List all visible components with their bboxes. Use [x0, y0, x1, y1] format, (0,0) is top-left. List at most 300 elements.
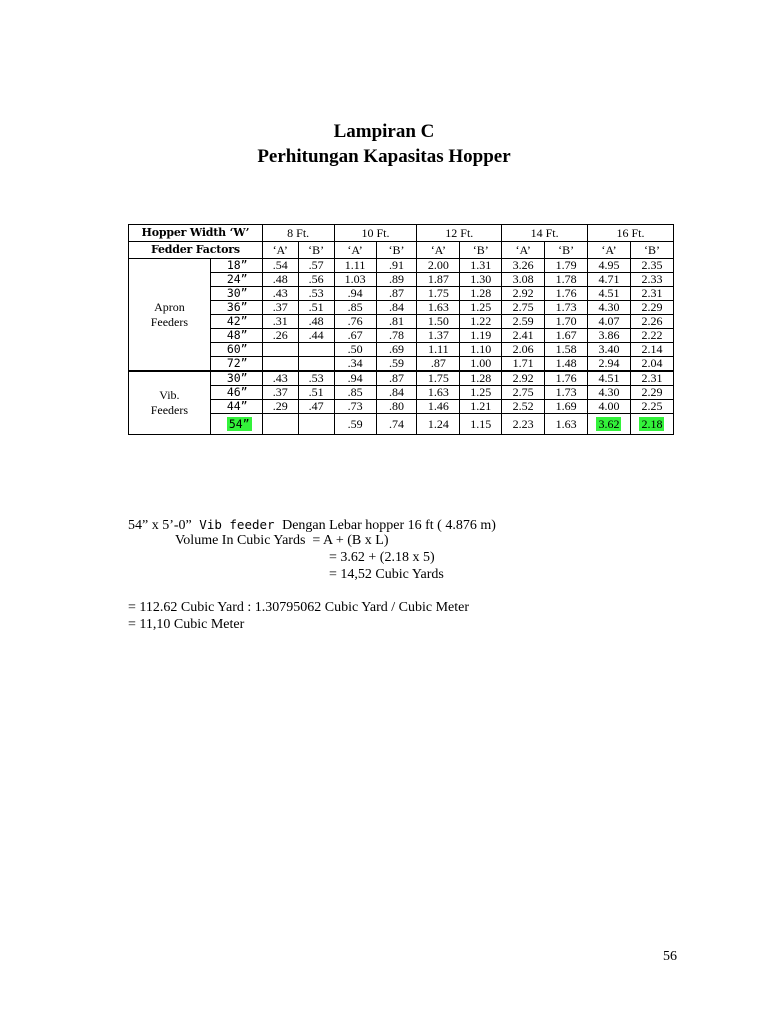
factor-cell — [334, 287, 376, 301]
factor-value: .84 — [388, 300, 404, 314]
col-b-header: ‘B’ — [630, 242, 673, 259]
factor-cell — [298, 259, 334, 273]
factor-cell — [588, 301, 631, 315]
factor-cell — [545, 301, 588, 315]
factor-cell — [298, 343, 334, 357]
factor-cell — [298, 357, 334, 372]
factor-cell — [630, 357, 673, 372]
factor-cell — [545, 259, 588, 273]
factor-value: 2.23 — [512, 416, 534, 431]
factor-value: .31 — [272, 314, 288, 328]
factor-value: .56 — [308, 272, 324, 286]
feeder-size-cell — [210, 371, 262, 386]
factor-cell — [334, 259, 376, 273]
calc-line-6: = 11,10 Cubic Meter — [128, 617, 245, 632]
table-row — [129, 259, 674, 273]
feeder-size: 44” — [226, 399, 248, 413]
factor-value: 4.30 — [598, 385, 620, 399]
factor-value: 2.06 — [512, 342, 534, 356]
factor-value: .37 — [272, 385, 288, 399]
feeder-size-cell — [210, 301, 262, 315]
factor-cell — [334, 357, 376, 372]
factor-value: .76 — [347, 314, 363, 328]
feeder-size: 30” — [226, 286, 248, 300]
factor-value: .29 — [272, 399, 288, 413]
factor-value: .94 — [347, 286, 363, 300]
factor-cell — [588, 386, 631, 400]
factor-cell — [545, 343, 588, 357]
factor-value: 2.29 — [641, 385, 663, 399]
factor-cell — [630, 400, 673, 414]
factor-cell — [588, 371, 631, 386]
factor-cell — [376, 371, 417, 386]
factor-cell — [262, 315, 298, 329]
factor-cell — [376, 329, 417, 343]
factor-cell — [334, 273, 376, 287]
factor-value: .48 — [272, 272, 288, 286]
factor-cell — [376, 315, 417, 329]
factor-value: .78 — [388, 328, 404, 342]
factor-cell — [588, 287, 631, 301]
feeder-size-cell — [210, 329, 262, 343]
feeder-size: 18” — [226, 258, 248, 272]
factor-value: .59 — [388, 356, 404, 370]
factor-cell — [298, 371, 334, 386]
factor-cell — [460, 273, 502, 287]
factor-cell — [262, 357, 298, 372]
table-row — [129, 301, 674, 315]
table-row — [129, 414, 674, 435]
table-row — [129, 400, 674, 414]
factor-cell — [460, 287, 502, 301]
factor-cell — [588, 400, 631, 414]
factor-cell — [630, 343, 673, 357]
factor-value: 1.19 — [470, 328, 492, 342]
factor-value: .50 — [347, 342, 363, 356]
feeder-group-label — [129, 259, 211, 372]
factor-value: 2.33 — [641, 272, 663, 286]
calc-line-5: = 112.62 Cubic Yard : 1.30795062 Cubic Yard / Cubic Meter — [128, 600, 470, 615]
feeder-size-cell — [210, 414, 262, 435]
factor-cell — [417, 414, 460, 435]
table-row — [129, 371, 674, 386]
factor-value: 1.11 — [428, 342, 449, 356]
factor-cell — [298, 287, 334, 301]
table-row — [129, 329, 674, 343]
col-b-header: ‘B’ — [298, 242, 334, 259]
factor-value: 2.52 — [512, 399, 534, 413]
factor-cell — [545, 287, 588, 301]
factor-cell — [417, 400, 460, 414]
factor-value: .85 — [347, 300, 363, 314]
factor-cell — [460, 371, 502, 386]
factor-cell — [630, 259, 673, 273]
factor-cell — [262, 273, 298, 287]
factor-cell — [545, 371, 588, 386]
factor-value: 1.24 — [427, 416, 449, 431]
factor-value: 1.79 — [555, 258, 577, 272]
factor-cell — [630, 301, 673, 315]
factor-value: 1.48 — [555, 356, 577, 370]
factor-value: .91 — [388, 258, 404, 272]
feeder-size-cell — [210, 273, 262, 287]
factor-value: 2.00 — [427, 258, 449, 272]
feeder-size-cell — [210, 315, 262, 329]
factor-cell — [630, 371, 673, 386]
factor-cell — [502, 329, 545, 343]
factor-cell — [502, 371, 545, 386]
factor-cell — [588, 259, 631, 273]
factor-value: 1.75 — [427, 286, 449, 300]
factor-cell — [502, 287, 545, 301]
factor-value: .37 — [272, 300, 288, 314]
factor-cell — [460, 386, 502, 400]
col-a-header: ‘A’ — [502, 242, 545, 259]
factor-value: 1.76 — [555, 371, 577, 385]
factor-value: 2.14 — [641, 342, 663, 356]
table-header-row — [129, 225, 674, 242]
factor-value: .89 — [388, 272, 404, 286]
calc-line-3: = 3.62 + (2.18 x 5) — [329, 550, 435, 565]
factor-cell — [630, 414, 673, 435]
factor-cell — [334, 329, 376, 343]
factor-cell — [460, 357, 502, 372]
factor-cell — [262, 371, 298, 386]
factor-cell — [376, 273, 417, 287]
factor-cell — [588, 329, 631, 343]
factor-value: .59 — [347, 416, 363, 431]
factor-value: 3.62 — [598, 416, 620, 431]
factor-value: 2.22 — [641, 328, 663, 342]
feeder-group-label-line1: Apron — [154, 299, 185, 314]
feeder-group-label-line1: Vib. — [159, 388, 180, 402]
factor-cell — [460, 315, 502, 329]
factor-cell — [502, 400, 545, 414]
factor-cell — [630, 329, 673, 343]
factor-value: .34 — [347, 356, 363, 370]
factor-value: .44 — [308, 328, 324, 342]
factor-cell — [630, 287, 673, 301]
factor-cell — [376, 343, 417, 357]
factor-cell — [417, 371, 460, 386]
table-row — [129, 357, 674, 372]
factor-value: 4.71 — [598, 272, 620, 286]
factor-value: 1.37 — [427, 328, 449, 342]
factor-cell — [630, 273, 673, 287]
factor-cell — [545, 315, 588, 329]
factor-cell — [460, 343, 502, 357]
factor-cell — [460, 329, 502, 343]
factor-value: .87 — [388, 371, 404, 385]
feeder-size: 42” — [226, 314, 248, 328]
factor-cell — [502, 357, 545, 372]
factor-value: 2.35 — [641, 258, 663, 272]
factor-cell — [376, 259, 417, 273]
factor-cell — [376, 287, 417, 301]
feeder-group-label-line2: Feeders — [150, 403, 189, 417]
factor-cell — [334, 400, 376, 414]
factor-value: 2.94 — [598, 356, 620, 370]
calc-line-1-prefix: 54” x 5’-0” — [128, 518, 192, 533]
col-a-header: ‘A’ — [588, 242, 631, 259]
factor-cell — [545, 273, 588, 287]
factor-cell — [262, 329, 298, 343]
factor-value: 4.95 — [598, 258, 620, 272]
factor-cell — [376, 357, 417, 372]
factor-cell — [262, 400, 298, 414]
factor-value: 1.63 — [555, 416, 577, 431]
col-a-header: ‘A’ — [417, 242, 460, 259]
factor-cell — [417, 287, 460, 301]
feeder-size: 36” — [226, 300, 248, 314]
factor-value: 3.08 — [512, 272, 534, 286]
factor-cell — [588, 343, 631, 357]
factor-value: 4.30 — [598, 300, 620, 314]
feeder-size: 30” — [226, 371, 248, 385]
factor-value: 2.18 — [641, 416, 663, 431]
factor-cell — [262, 343, 298, 357]
factor-cell — [502, 343, 545, 357]
factor-value: 4.00 — [598, 399, 620, 413]
factor-value: .43 — [272, 371, 288, 385]
factor-cell — [334, 414, 376, 435]
factor-value: 1.71 — [512, 356, 534, 370]
factor-value: .57 — [308, 258, 324, 272]
table-row — [129, 287, 674, 301]
factor-cell — [502, 414, 545, 435]
factor-value: .53 — [308, 286, 324, 300]
factor-cell — [376, 400, 417, 414]
factor-cell — [630, 386, 673, 400]
factor-cell — [502, 273, 545, 287]
width-header: 14 Ft. — [502, 225, 588, 242]
feeder-group-label — [129, 371, 211, 435]
factor-value: 1.30 — [470, 272, 492, 286]
table-row — [129, 273, 674, 287]
factor-value: .84 — [388, 385, 404, 399]
factor-value: 1.46 — [427, 399, 449, 413]
col-a-header: ‘A’ — [262, 242, 298, 259]
factor-value: 1.22 — [470, 314, 492, 328]
factor-value: .51 — [308, 300, 324, 314]
feeder-size-cell — [210, 287, 262, 301]
factor-cell — [376, 386, 417, 400]
feeder-group-label-line2: Feeders — [150, 314, 189, 329]
factor-cell — [334, 343, 376, 357]
width-header: 16 Ft. — [588, 225, 674, 242]
factor-cell — [502, 259, 545, 273]
factor-value: 1.25 — [470, 300, 492, 314]
feeder-size: 72” — [226, 356, 248, 370]
feeder-size: 54” — [228, 416, 250, 431]
factor-cell — [588, 273, 631, 287]
factor-value: 3.26 — [512, 258, 534, 272]
factor-value: .67 — [347, 328, 363, 342]
factor-cell — [545, 386, 588, 400]
factor-value: .54 — [272, 258, 288, 272]
factor-cell — [334, 301, 376, 315]
factor-value: 3.40 — [598, 342, 620, 356]
factor-cell — [298, 315, 334, 329]
factor-value: 2.92 — [512, 371, 534, 385]
factor-value: 1.69 — [555, 399, 577, 413]
factor-value: 4.07 — [598, 314, 620, 328]
factor-cell — [588, 357, 631, 372]
factor-cell — [334, 371, 376, 386]
factor-value: .94 — [347, 371, 363, 385]
calc-line-2: Volume In Cubic Yards = A + (B x L) — [175, 533, 389, 548]
factor-cell — [262, 259, 298, 273]
calc-line-1-suffix: Dengan Lebar hopper 16 ft ( 4.876 m) — [282, 518, 496, 533]
factor-value: 1.25 — [470, 385, 492, 399]
factor-cell — [334, 386, 376, 400]
feeder-size: 46” — [226, 385, 248, 399]
feeder-size: 48” — [226, 328, 248, 342]
factor-cell — [460, 301, 502, 315]
factor-value: .48 — [308, 314, 324, 328]
width-header: 10 Ft. — [334, 225, 417, 242]
factor-cell — [334, 315, 376, 329]
factor-value: 1.76 — [555, 286, 577, 300]
factor-value: 1.67 — [555, 328, 577, 342]
factor-value: 2.59 — [512, 314, 534, 328]
factor-cell — [262, 414, 298, 435]
factor-value: 1.78 — [555, 272, 577, 286]
factor-value: 1.73 — [555, 300, 577, 314]
table-subheader-row — [129, 242, 674, 259]
feeder-size-cell — [210, 259, 262, 273]
factor-cell — [460, 400, 502, 414]
feeder-size: 24” — [226, 272, 248, 286]
factor-value: 1.00 — [470, 356, 492, 370]
factor-cell — [417, 315, 460, 329]
factor-cell — [417, 329, 460, 343]
factor-cell — [376, 414, 417, 435]
factor-cell — [588, 414, 631, 435]
factor-value: .51 — [308, 385, 324, 399]
factor-cell — [417, 259, 460, 273]
factor-cell — [502, 301, 545, 315]
factor-cell — [298, 273, 334, 287]
page-subtitle: Perhitungan Kapasitas Hopper — [257, 146, 511, 167]
factor-cell — [417, 343, 460, 357]
factor-cell — [545, 357, 588, 372]
factor-value: 1.73 — [555, 385, 577, 399]
feeder-size: 60” — [226, 342, 248, 356]
col-b-header: ‘B’ — [545, 242, 588, 259]
factor-value: .73 — [347, 399, 363, 413]
factor-value: 1.58 — [555, 342, 577, 356]
factor-value: 2.29 — [641, 300, 663, 314]
factor-value: 1.31 — [470, 258, 492, 272]
factor-value: .74 — [388, 416, 404, 431]
factor-value: 1.87 — [427, 272, 449, 286]
feeder-size-cell — [210, 343, 262, 357]
factor-cell — [262, 301, 298, 315]
factor-value: 2.75 — [512, 385, 534, 399]
table-row — [129, 386, 674, 400]
factor-value: .80 — [388, 399, 404, 413]
factor-value: 1.50 — [427, 314, 449, 328]
factor-value: 2.75 — [512, 300, 534, 314]
factor-value: .26 — [272, 328, 288, 342]
factor-cell — [298, 329, 334, 343]
factor-value: 1.63 — [427, 300, 449, 314]
factor-value: 1.28 — [470, 371, 492, 385]
factor-cell — [262, 287, 298, 301]
factor-cell — [298, 301, 334, 315]
factor-value: 2.41 — [512, 328, 534, 342]
factor-cell — [502, 386, 545, 400]
factor-value: 1.21 — [470, 399, 492, 413]
factor-cell — [460, 259, 502, 273]
factor-cell — [545, 414, 588, 435]
factor-value: 1.11 — [344, 258, 366, 272]
hopper-capacity-table — [128, 224, 674, 435]
factor-value: 1.63 — [427, 385, 449, 399]
col-b-header: ‘B’ — [460, 242, 502, 259]
feeder-size-cell — [210, 386, 262, 400]
factor-value: 2.31 — [641, 371, 663, 385]
factor-cell — [588, 315, 631, 329]
factor-cell — [262, 386, 298, 400]
factor-cell — [417, 273, 460, 287]
calc-line-4: = 14,52 Cubic Yards — [329, 567, 444, 582]
factor-value: 1.28 — [470, 286, 492, 300]
feeder-factors-header: Fedder Factors — [129, 242, 263, 259]
table-row — [129, 343, 674, 357]
factor-value: 2.31 — [641, 286, 663, 300]
width-header: 8 Ft. — [262, 225, 334, 242]
factor-value: 2.04 — [641, 356, 663, 370]
factor-value: .43 — [272, 286, 288, 300]
factor-value: .87 — [388, 286, 404, 300]
factor-value: 4.51 — [598, 371, 620, 385]
page-title: Lampiran C — [333, 121, 435, 142]
factor-cell — [298, 414, 334, 435]
page-number: 56 — [663, 949, 677, 964]
factor-value: 1.70 — [555, 314, 577, 328]
factor-value: 1.75 — [427, 371, 449, 385]
calc-line-1-mono: Vib feeder — [191, 517, 283, 532]
factor-cell — [298, 386, 334, 400]
factor-value: .87 — [430, 356, 446, 370]
factor-cell — [376, 301, 417, 315]
factor-cell — [630, 315, 673, 329]
hopper-width-header: Hopper Width ‘W’ — [129, 225, 263, 242]
width-header: 12 Ft. — [417, 225, 502, 242]
factor-value: .81 — [388, 314, 404, 328]
factor-value: .85 — [347, 385, 363, 399]
factor-cell — [545, 400, 588, 414]
factor-value: 2.25 — [641, 399, 663, 413]
factor-value: 4.51 — [598, 286, 620, 300]
table-row — [129, 315, 674, 329]
factor-value: 1.15 — [470, 416, 492, 431]
feeder-size-cell — [210, 357, 262, 372]
factor-value: 1.03 — [344, 272, 366, 286]
factor-value: 3.86 — [598, 328, 620, 342]
factor-value: 2.92 — [512, 286, 534, 300]
factor-value: .69 — [388, 342, 404, 356]
factor-value: 1.10 — [470, 342, 492, 356]
factor-cell — [417, 301, 460, 315]
factor-cell — [417, 357, 460, 372]
factor-value: 2.26 — [641, 314, 663, 328]
factor-cell — [298, 400, 334, 414]
feeder-size-cell — [210, 400, 262, 414]
factor-cell — [460, 414, 502, 435]
